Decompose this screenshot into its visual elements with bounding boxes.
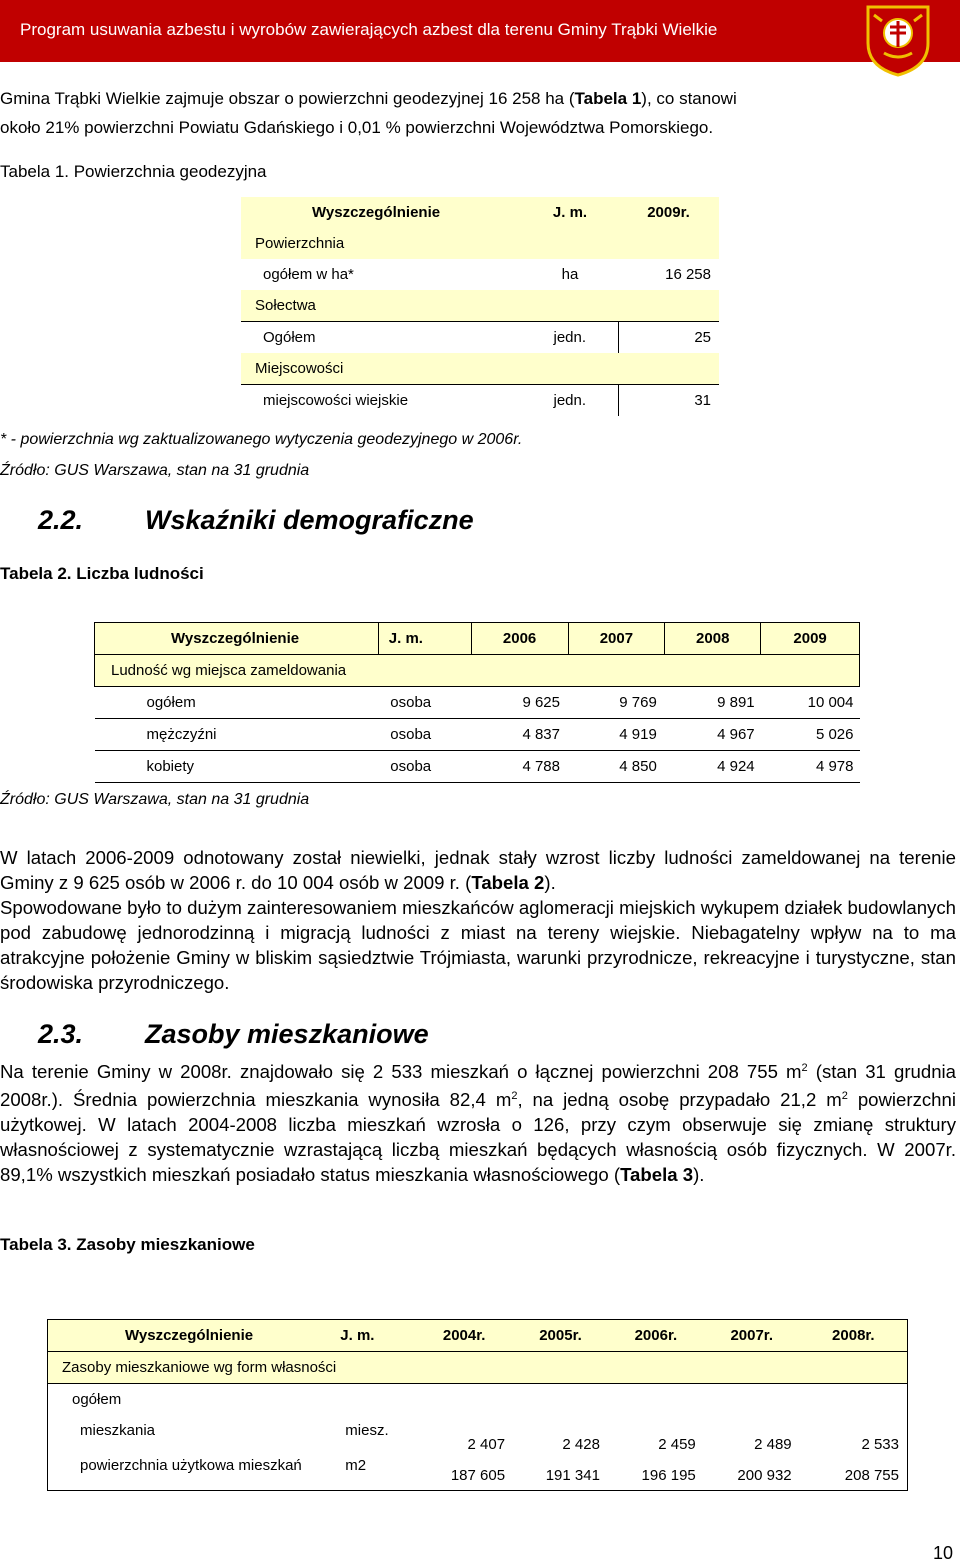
- table2-row: mężczyźni osoba 4 837 4 919 4 967 5 026: [95, 719, 860, 751]
- table2: [94, 622, 860, 783]
- table1-header-cell: Wyszczególnienie: [312, 204, 441, 221]
- table3-ref: Tabela 3: [620, 1164, 694, 1186]
- table3-caption: Tabela 3. Zasoby mieszkaniowe: [0, 1235, 255, 1254]
- table1-row: Ogółem jedn. 25: [241, 322, 719, 354]
- table3-header-row: [48, 1320, 908, 1352]
- table2-header-cell: Wyszczególnienie: [95, 623, 379, 655]
- table1-header-cell: J. m.: [552, 204, 588, 221]
- table3-subsection-row: [48, 1384, 908, 1416]
- table3-section-title: Zasoby mieszkaniowe wg form własności: [62, 1359, 337, 1376]
- paragraph-population: W latach 2006-2009 odnotowany został niewielki, jednak stały wzrost liczby ludności zameldowanej na terenie Gminy z 9 625 osób w 2006 r. do 10 004 osób w 2009 r. (Tabela 2). Spowodowane było to dużym zainteresowaniem mieszkańców aglomeracji miejskich wykupem działek budowlanych pod zabudowę jednorodzinną i migracją ludności z miast na tereny wiejskie. Niebagatelny wpływ na to ma atrakcyjne położenie Gminy w bliskim sąsiedztwie Trójmiasta, warunki przyrodnicze, rekreacyjne i turystyczne, stan środowiska przyrodniczego.: [0, 847, 956, 993]
- section-number: 2.3.: [38, 1019, 84, 1049]
- paragraph-housing: Na terenie Gminy w 2008r. znajdowało się 2 533 mieszkań o łącznej powierzchni 208 755 $m^2$ (stan 31 grudnia 2008r.). Średnia powierzchnia mieszkania wynosiła 82,4 $m^2$, na jedną osobę przypadało 21,2 $m^2$ powierzchni użytkowej. W latach 2004-2008 liczba mieszkań wzrosła o 126, przy czym obserwuje się zmianę struktury własnościowej z systematycznie wzrastającą liczbą mieszkań będących własnością osób fizycznych. W 2007r. 89,1% wszystkich mieszkań posiadało status mieszkania własnościowego (Tabela 3).: [0, 1061, 957, 1186]
- section-title: Wskaźniki demograficzne: [145, 505, 474, 535]
- table1-ref: Tabela 1: [574, 89, 642, 108]
- table2-header-cell: J. m.: [388, 630, 423, 647]
- table1-section-row: [241, 290, 719, 322]
- table3-row: mieszkania miesz. 2 407 2 428 2 459 2 489 2 533: [80, 1422, 899, 1453]
- table1-section-title: Powierzchnia: [255, 235, 345, 252]
- section-title: Zasoby mieszkaniowe: [145, 1019, 429, 1049]
- page-number: 10: [933, 1543, 954, 1563]
- table1-header-cell: 2009r.: [647, 204, 690, 221]
- table1-section-title: Miejscowości: [255, 360, 344, 377]
- table1-section-row: [241, 228, 719, 259]
- table3-header-cell: Wyszczególnienie: [125, 1327, 254, 1344]
- table2-header-cell: 2008: [665, 623, 761, 655]
- table2-row: ogółem osoba 9 625 9 769 9 891 10 004: [95, 687, 860, 719]
- table3-header-cell: 2008r.: [832, 1327, 875, 1344]
- table2-section-title: Ludność wg miejsca zameldowania: [111, 662, 347, 679]
- table3-header-cell: 2007r.: [730, 1327, 773, 1344]
- table3-row: powierzchnia użytkowa mieszkań m2 187 605 191 341 196 195 200 932 208 755: [80, 1457, 899, 1484]
- table1-section-title: Sołectwa: [255, 297, 316, 314]
- table3-subsection: ogółem: [72, 1391, 122, 1408]
- table2-header-row: [95, 623, 860, 655]
- section-number: 2.2.: [38, 505, 84, 535]
- table1: [241, 197, 719, 416]
- coat-of-arms-icon: [860, 3, 936, 77]
- table2-row: kobiety osoba 4 788 4 850 4 924 4 978: [95, 751, 860, 783]
- table2-ref: Tabela 2: [471, 872, 545, 893]
- table3: [47, 1319, 908, 1491]
- table1-row: ogółem w ha* ha 16 258: [263, 266, 711, 283]
- table1-source: Źródło: GUS Warszawa, stan na 31 grudnia: [0, 462, 310, 479]
- intro-line-1: Gmina Trąbki Wielkie zajmuje obszar o powierzchni geodezyjnej 16 258 ha (Tabela 1), co stanowi: [0, 89, 737, 108]
- table3-header-cell: 2006r.: [634, 1327, 678, 1344]
- table1-caption: Tabela 1. Powierzchnia geodezyjna: [0, 162, 267, 181]
- table1-footnote: * - powierzchnia wg zaktualizowanego wytyczenia geodezyjnego w 2006r.: [0, 431, 523, 448]
- table2-header-cell: 2007: [568, 623, 665, 655]
- table2-header-cell: 2009: [793, 630, 827, 647]
- table3-header-cell: 2004r.: [442, 1327, 486, 1344]
- page-header: [0, 0, 960, 62]
- table1-section-row: [241, 353, 719, 385]
- table3-header-cell: J. m.: [340, 1327, 375, 1344]
- table1-row: miejscowości wiejskie jedn. 31: [241, 385, 719, 417]
- table2-section-row: [95, 655, 860, 687]
- table1-header-row: [241, 197, 719, 228]
- table2-source: Źródło: GUS Warszawa, stan na 31 grudnia: [0, 791, 310, 808]
- table3-header-cell: 2005r.: [539, 1327, 582, 1344]
- intro-line-2: około 21% powierzchni Powiatu Gdańskiego i 0,01 % powierzchni Województwa Pomorskiego.: [0, 118, 714, 137]
- table2-header-cell: 2006: [471, 623, 568, 655]
- table2-caption: Tabela 2. Liczba ludności: [0, 564, 204, 583]
- header-title: Program usuwania azbestu i wyrobów zawierających azbest dla terenu Gminy Trąbki Wielkie: [20, 20, 718, 39]
- table3-section-row: [48, 1352, 908, 1384]
